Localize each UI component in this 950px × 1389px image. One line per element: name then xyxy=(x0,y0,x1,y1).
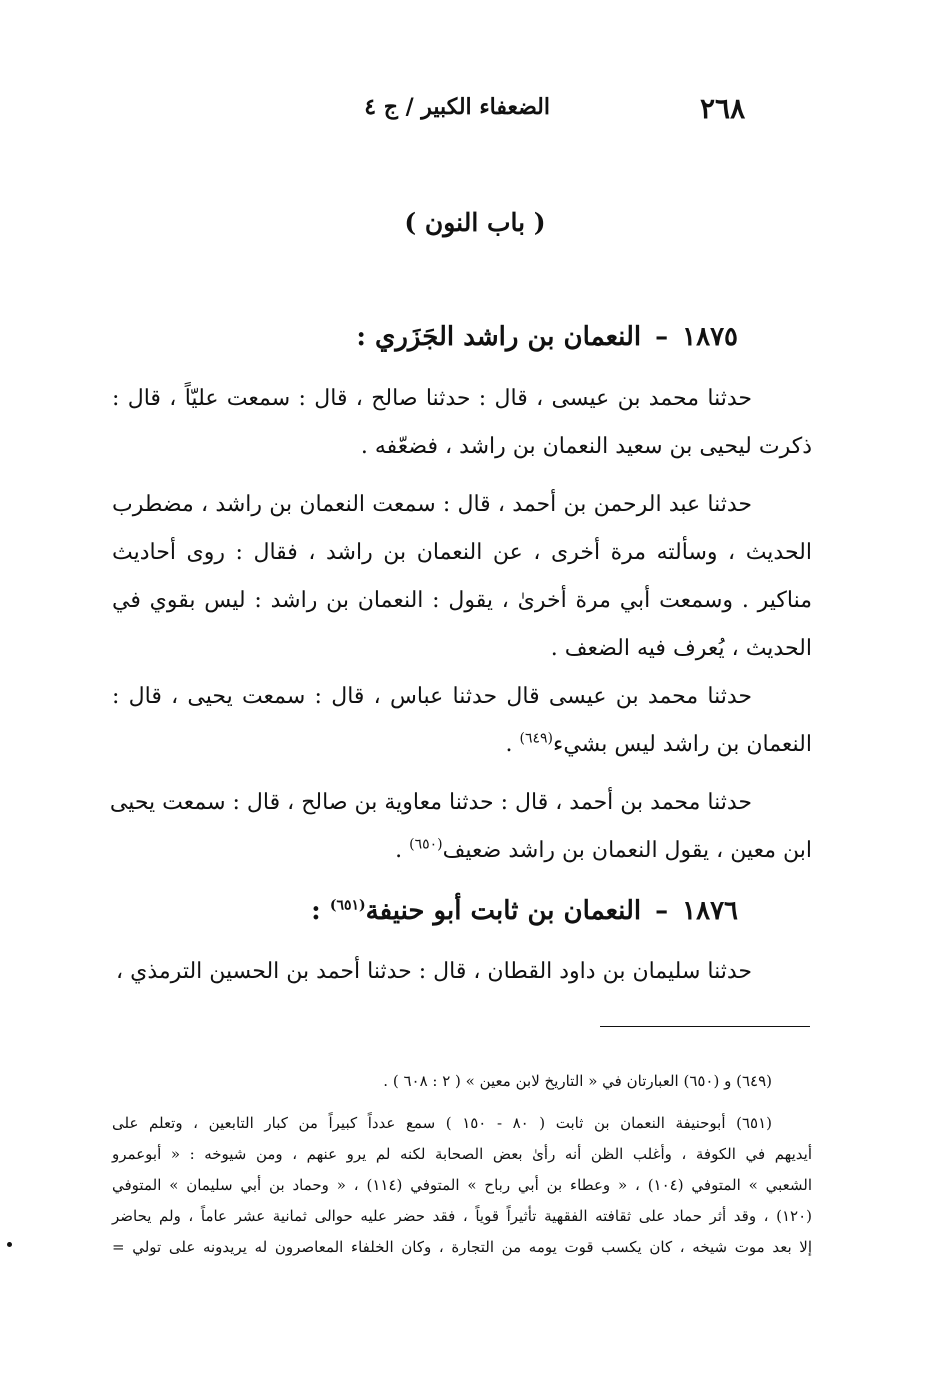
running-title: الضعفاء الكبير / ج ٤ xyxy=(364,94,550,120)
footnote-line: الشعبي » المتوفي (١٠٤) ، « وعطاء بن أبي رباح » المتوفي (١١٤) ، « وحماد بن أبي سليمان » المتوفي xyxy=(112,1176,813,1194)
page-number: ٢٦٨ xyxy=(700,92,746,125)
footnote-marker[interactable]: (٦٤٩) xyxy=(519,730,553,747)
footnote-marker[interactable]: (٦٥١) xyxy=(329,897,366,914)
footnote-separator xyxy=(600,1026,810,1027)
text-line: الحديث ، يُعرف فيه الضعف . xyxy=(550,636,812,661)
footnote-marker[interactable]: (٦٥٠) xyxy=(409,836,443,853)
entry-number: ١٨٧٥ xyxy=(682,322,738,352)
entry-name: النعمان بن راشد الجَزَري : xyxy=(356,322,642,352)
footnote-line: (٦٤٩) و (٦٥٠) العبارتان في « التاريخ لابن معين » ( ٢ : ٦٠٨ ) . xyxy=(383,1072,772,1090)
text-line: الحديث ، وسألته مرة أخرى ، عن النعمان بن راشد ، فقال : روى أحاديث xyxy=(112,540,812,565)
paragraph xyxy=(112,481,812,673)
footnote-line: أيديهم في الكوفة ، وأغلب الظن أنه رأىٰ بعض الصحابة لكنه لم يرو عنهم ، ومن شيوخه : « أبوعمرو xyxy=(112,1145,812,1163)
paragraph xyxy=(112,948,812,996)
paragraph xyxy=(109,779,812,875)
entry-number: ١٨٧٦ xyxy=(682,896,738,926)
footnote-line: (١٢٠) ، وقد أثر حماد على ثقافته الفقهية تأثيراً قوياً ، فقد حضر عليه حوالى ثمانية عشر عاماً ، ولم يحاضر xyxy=(112,1207,812,1225)
text-line: حدثنا محمد بن عيسى ، قال : حدثنا صالح ، قال : سمعت عليّاً ، قال : xyxy=(112,386,752,411)
entry-heading-1875: ١٨٧٥–النعمان بن راشد الجَزَري : xyxy=(356,322,738,352)
footnote-line: (٦٥١) أبوحنيفة النعمان بن ثابت ( ٨٠ - ١٥٠ ) سمع عدداً كبيراً من كبار التابعين ، وتعلم على xyxy=(112,1114,772,1132)
text-line: حدثنا عبد الرحمن بن أحمد ، قال : سمعت النعمان بن راشد ، مضطرب xyxy=(112,492,752,517)
footnote-line: إلا بعد موت شيخه ، كان يكسب قوت يومه من التجارة ، وكان الخلفاء المعاصرون له يريدونه على تولي = xyxy=(112,1238,812,1256)
footnote-651 xyxy=(112,1108,812,1263)
text-line: حدثنا سليمان بن داود القطان ، قال : حدثنا أحمد بن الحسين الترمذي ، xyxy=(116,959,752,984)
paragraph xyxy=(112,673,812,769)
entry-name: النعمان بن ثابت أبو حنيفة xyxy=(365,896,642,926)
entry-heading-1876: ١٨٧٦–النعمان بن ثابت أبو حنيفة$^{(٦٥١)}$ : xyxy=(311,896,738,926)
footnote-649-650 xyxy=(112,1066,812,1097)
page-header xyxy=(0,92,950,132)
margin-mark xyxy=(7,1242,12,1247)
chapter-heading: ( باب النون ) xyxy=(404,208,546,237)
text-line: ابن معين ، يقول النعمان بن راشد ضعيف$^{(٦٥٠)}$ . xyxy=(395,836,812,863)
paragraph xyxy=(112,375,812,471)
text-line: مناكير . وسمعت أبي مرة أخرىٰ ، يقول : النعمان بن راشد : ليس بقوي في xyxy=(112,588,812,613)
text-line: ذكرت ليحيى بن سعيد النعمان بن راشد ، فضعّفه . xyxy=(360,434,812,459)
text-line: حدثنا محمد بن عيسى قال حدثنا عباس ، قال : سمعت يحيى ، قال : xyxy=(112,684,752,709)
text-line: النعمان بن راشد ليس بشيء$^{(٦٤٩)}$ . xyxy=(505,730,812,757)
text-line: حدثنا محمد بن أحمد ، قال : حدثنا معاوية بن صالح ، قال : سمعت يحيى xyxy=(109,790,752,815)
